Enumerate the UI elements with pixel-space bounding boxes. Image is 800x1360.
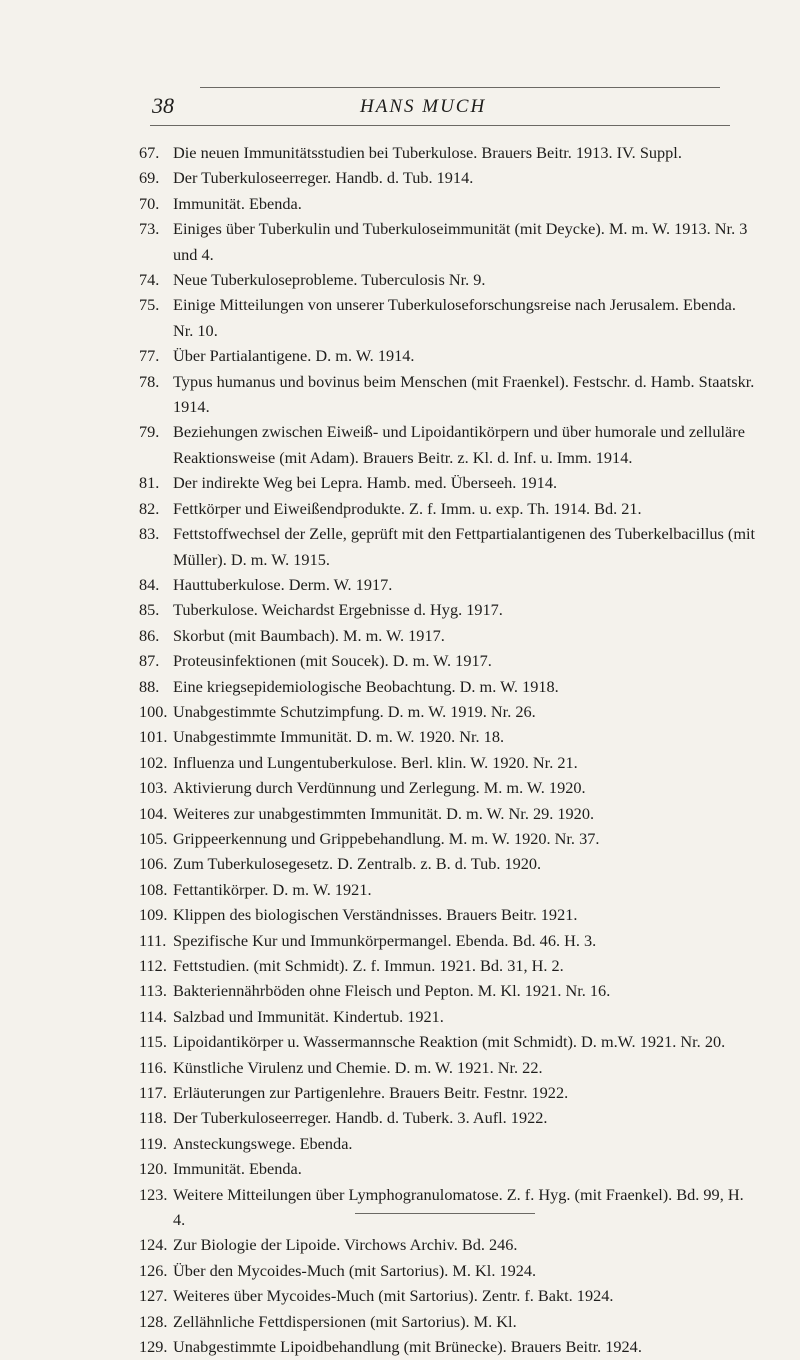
entry-text: Beziehungen zwischen Eiweiß- und Lipoidantikörpern und über humorale und zelluläre Reaktionsweise (mit Adam). Brauers Beitr. z. Kl. d. Inf. u. Imm. 1914.: [173, 422, 745, 467]
bibliography-entry: [139, 1258, 759, 1283]
entry-text: Skorbut (mit Baumbach). M. m. W. 1917.: [173, 625, 445, 645]
bibliography-entry: [139, 343, 759, 368]
entry-text: Über Partialantigene. D. m. W. 1914.: [173, 346, 415, 366]
running-title: HANS MUCH: [360, 96, 487, 117]
entry-text: Einiges über Tuberkulin und Tuberkuloseimmunität (mit Deycke). M. m. W. 1913. Nr. 3 und 4.: [173, 219, 748, 264]
bibliography-entry: [139, 292, 759, 343]
bibliography-entry: [139, 953, 759, 978]
entry-number: 112.: [139, 956, 167, 975]
entry-number: 108.: [139, 879, 168, 899]
entry-number: 111.: [139, 930, 167, 950]
entry-text: Ansteckungswege. Ebenda.: [173, 1133, 353, 1153]
bibliography-entry: [139, 674, 759, 699]
bibliography-entry: [139, 1156, 759, 1181]
entry-text: Der Tuberkuloseerreger. Handb. d. Tuberk. 3. Aufl. 1922.: [173, 1108, 548, 1128]
header-rule: [150, 125, 730, 126]
entry-number: 106.: [139, 854, 168, 874]
entry-text: Zum Tuberkulosegesetz. D. Zentralb. z. B. d. Tub. 1920.: [173, 854, 542, 874]
entry-number: 81.: [139, 473, 160, 493]
entry-number: 103.: [139, 778, 168, 798]
entry-text: Lipoidantikörper u. Wassermannsche Reaktion (mit Schmidt). D. m.W. 1921. Nr. 20.: [173, 1032, 726, 1052]
entry-number: 87.: [139, 651, 160, 671]
entry-number: 117.: [139, 1083, 167, 1103]
page-number: 38: [152, 93, 174, 118]
entry-number: 129.: [139, 1337, 168, 1357]
entry-number: 79.: [139, 422, 160, 442]
entry-text: Künstliche Virulenz und Chemie. D. m. W. 1921. Nr. 22.: [173, 1057, 543, 1077]
bibliography-entry: [139, 369, 759, 420]
entry-number: 83.: [139, 524, 160, 544]
bibliography-entry: [139, 140, 759, 165]
bibliography-entry: [139, 572, 759, 597]
bibliography-entry: [139, 521, 759, 572]
bibliography-list: [139, 140, 759, 1360]
bibliography-entry: [139, 470, 759, 495]
bibliography-entry: [139, 648, 759, 673]
bibliography-entry: [139, 851, 759, 876]
bibliography-entry: [139, 775, 759, 800]
bibliography-entry: [139, 902, 759, 927]
entry-number: 82.: [139, 498, 160, 518]
entry-text: Weiteres zur unabgestimmten Immunität. D. m. W. Nr. 29. 1920.: [173, 803, 595, 823]
end-rule: [355, 1213, 535, 1214]
entry-number: 75.: [139, 295, 160, 315]
entry-text: Über den Mycoides-Much (mit Sartorius). M. Kl. 1924.: [173, 1260, 537, 1280]
entry-text: Immunität. Ebenda.: [173, 1159, 302, 1179]
bibliography-entry: [139, 750, 759, 775]
bibliography-entry: [139, 1055, 759, 1080]
bibliography-entry: [139, 191, 759, 216]
entry-number: 126.: [139, 1260, 168, 1280]
top-rule: [200, 87, 720, 88]
entry-text: Spezifische Kur und Immunkörpermangel. Ebenda. Bd. 46. H. 3.: [173, 930, 597, 950]
entry-number: 105.: [139, 828, 168, 848]
entry-text: Bakteriennährböden ohne Fleisch und Pepton. M. Kl. 1921. Nr. 16.: [173, 981, 611, 1001]
bibliography-entry: [139, 1182, 759, 1233]
entry-number: 86.: [139, 625, 160, 645]
bibliography-entry: [139, 801, 759, 826]
entry-number: 116.: [139, 1057, 167, 1077]
entry-text: Salzbad und Immunität. Kindertub. 1921.: [173, 1006, 444, 1026]
entry-text: Fettantikörper. D. m. W. 1921.: [173, 879, 372, 899]
entry-text: Erläuterungen zur Partigenlehre. Brauers Beitr. Festnr. 1922.: [173, 1083, 569, 1103]
entry-number: 114.: [139, 1006, 167, 1026]
bibliography-entry: [139, 1105, 759, 1130]
entry-number: 67.: [139, 143, 160, 162]
entry-number: 124.: [139, 1235, 168, 1255]
entry-number: 100.: [139, 701, 168, 721]
entry-number: 69.: [139, 168, 160, 188]
bibliography-entry: [139, 1309, 759, 1334]
entry-text: Aktivierung durch Verdünnung und Zerlegung. M. m. W. 1920.: [173, 778, 586, 798]
bibliography-entry: [139, 877, 759, 902]
bibliography-entry: [139, 724, 759, 749]
entry-text: Einige Mitteilungen von unserer Tuberkuloseforschungsreise nach Jerusalem. Ebenda. Nr. 10.: [173, 295, 736, 340]
entry-text: Tuberkulose. Weichardst Ergebnisse d. Hyg. 1917.: [173, 600, 503, 620]
entry-text: Klippen des biologischen Verständnisses. Brauers Beitr. 1921.: [173, 905, 578, 925]
entry-number: 77.: [139, 346, 160, 366]
bibliography-entry: [139, 928, 759, 953]
entry-number: 73.: [139, 219, 160, 239]
bibliography-entry: [139, 1232, 759, 1257]
entry-text: Eine kriegsepidemiologische Beobachtung. D. m. W. 1918.: [173, 676, 559, 696]
entry-number: 78.: [139, 371, 160, 391]
entry-text: Influenza und Lungentuberkulose. Berl. klin. W. 1920. Nr. 21.: [173, 752, 578, 772]
entry-number: 127.: [139, 1286, 168, 1306]
bibliography-entry: [139, 496, 759, 521]
entry-number: 118.: [139, 1108, 167, 1128]
entry-number: 88.: [139, 676, 160, 696]
bibliography-entry: [139, 1004, 759, 1029]
entry-text: Fettkörper und Eiweißendprodukte. Z. f. Imm. u. exp. Th. 1914. Bd. 21.: [173, 498, 642, 518]
entry-number: 85.: [139, 600, 160, 620]
entry-text: Fettstudien. (mit Schmidt). Z. f. Immun. 1921. Bd. 31, H. 2.: [173, 956, 564, 975]
entry-text: Der Tuberkuloseerreger. Handb. d. Tub. 1914.: [173, 168, 474, 188]
bibliography-entry: [139, 623, 759, 648]
bibliography-entry: [139, 165, 759, 190]
bibliography-entry: [139, 267, 759, 292]
entry-text: Zur Biologie der Lipoide. Virchows Archiv. Bd. 246.: [173, 1235, 518, 1255]
entry-text: Weiteres über Mycoides-Much (mit Sartorius). Zentr. f. Bakt. 1924.: [173, 1286, 614, 1306]
entry-text: Der indirekte Weg bei Lepra. Hamb. med. Überseeh. 1914.: [173, 473, 558, 493]
entry-text: Proteusinfektionen (mit Soucek). D. m. W. 1917.: [173, 651, 492, 671]
entry-text: Neue Tuberkuloseprobleme. Tuberculosis Nr. 9.: [173, 270, 486, 290]
bibliography-entry: [139, 216, 759, 267]
entry-number: 74.: [139, 270, 160, 290]
entry-text: Immunität. Ebenda.: [173, 193, 302, 213]
bibliography-entry: [139, 419, 759, 470]
entry-number: 123.: [139, 1184, 168, 1204]
entry-number: 109.: [139, 905, 168, 925]
entry-text: Weitere Mitteilungen über Lymphogranulomatose. Z. f. Hyg. (mit Fraenkel). Bd. 99, H. 4.: [173, 1184, 744, 1230]
entry-text: Unabgestimmte Schutzimpfung. D. m. W. 1919. Nr. 26.: [173, 701, 536, 721]
bibliography-entry: [139, 826, 759, 851]
entry-number: 70.: [139, 193, 160, 213]
bibliography-entry: [139, 1131, 759, 1156]
entry-number: 102.: [139, 752, 168, 772]
bibliography-entry: [139, 1334, 759, 1359]
bibliography-entry: [139, 1080, 759, 1105]
entry-text: Unabgestimmte Immunität. D. m. W. 1920. Nr. 18.: [173, 727, 505, 747]
entry-number: 120.: [139, 1159, 168, 1179]
entry-number: 128.: [139, 1311, 168, 1331]
entry-text: Typus humanus und bovinus beim Menschen (mit Fraenkel). Festschr. d. Hamb. Staatskr. 1914.: [173, 371, 755, 417]
entry-number: 119.: [139, 1133, 167, 1153]
bibliography-entry: [139, 1029, 759, 1054]
bibliography-entry: [139, 699, 759, 724]
entry-text: Fettstoffwechsel der Zelle, geprüft mit den Fettpartialantigenen des Tuberkelbacillus (mit Müller). D. m. W. 1915.: [173, 524, 756, 569]
entry-number: 101.: [139, 727, 168, 747]
entry-number: 115.: [139, 1032, 167, 1052]
entry-number: 84.: [139, 574, 160, 594]
entry-text: Zellähnliche Fettdispersionen (mit Sartorius). M. Kl.: [173, 1311, 517, 1331]
entry-text: Unabgestimmte Lipoidbehandlung (mit Brünecke). Brauers Beitr. 1924.: [173, 1337, 642, 1357]
entry-number: 104.: [139, 803, 168, 823]
bibliography-entry: [139, 597, 759, 622]
entry-text: Grippeerkennung und Grippebehandlung. M. m. W. 1920. Nr. 37.: [173, 828, 600, 848]
entry-text: Die neuen Immunitätsstudien bei Tuberkulose. Brauers Beitr. 1913. IV. Suppl.: [173, 143, 682, 162]
entry-text: Hauttuberkulose. Derm. W. 1917.: [173, 574, 393, 594]
entry-number: 113.: [139, 981, 167, 1001]
bibliography-entry: [139, 978, 759, 1003]
